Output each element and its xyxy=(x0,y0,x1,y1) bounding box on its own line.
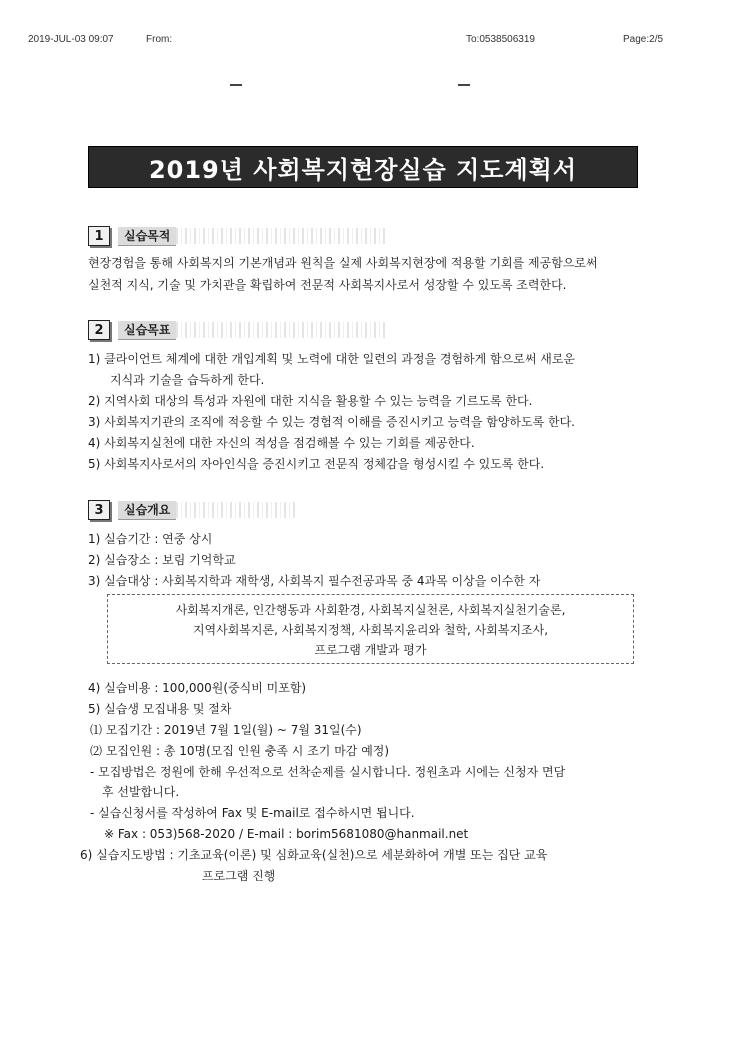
section-label: 실습목표 xyxy=(118,321,176,340)
section-1-line: 현장경험을 통해 사회복지의 기본개념과 원칙을 실제 사회복지현장에 적용할 기회를 제공함으로써 xyxy=(88,256,598,270)
goal-item: 2) 지역사회 대상의 특성과 자원에 대한 지식을 활용할 수 있는 능력을 기르도록 한다. xyxy=(88,394,533,408)
scan-noise xyxy=(176,322,386,338)
fax-to: To:0538506319 xyxy=(466,34,535,45)
overview-item: 6) 실습지도방법 : 기초교육(이론) 및 심화교육(실천)으로 세분화하여 개별 또는 집단 교육 xyxy=(80,848,548,862)
scan-noise xyxy=(176,228,386,244)
course-line: 프로그램 개발과 평가 xyxy=(314,642,427,657)
scan-mark xyxy=(230,84,242,86)
application-note: - 실습신청서를 작성하여 Fax 및 E-mail로 접수하시면 됩니다. xyxy=(90,806,415,820)
overview-item: 5) 실습생 모집내용 및 절차 xyxy=(88,702,232,716)
section-header-2 xyxy=(88,320,386,340)
section-header-3 xyxy=(88,500,296,520)
fax-page: Page:2/5 xyxy=(623,34,664,45)
course-line: 사회복지개론, 인간행동과 사회환경, 사회복지실천론, 사회복지실천기술론, xyxy=(175,602,566,617)
document-title: 2019년 사회복지현장실습 지도계획서 xyxy=(88,146,638,188)
goal-item: 1) 클라이언트 체계에 대한 개입계획 및 노력에 대한 일련의 과정을 경험하게 함으로써 새로운 xyxy=(88,352,575,366)
recruit-count: ⑵ 모집인원 : 총 10명(모집 인원 충족 시 조기 마감 예정) xyxy=(90,744,390,758)
section-header-1 xyxy=(88,226,386,246)
recruit-period: ⑴ 모집기간 : 2019년 7월 1일(월) ~ 7월 31일(수) xyxy=(90,723,362,737)
section-1-line: 실천적 지식, 기술 및 가치관을 확립하여 전문적 사회복지사로서 성장할 수 있도록 조력한다. xyxy=(88,278,567,292)
fax-from: From: xyxy=(146,34,173,45)
section-label: 실습목적 xyxy=(118,227,176,246)
scan-mark xyxy=(458,84,470,86)
fax-datetime: 2019-JUL-03 09:07 xyxy=(28,34,114,45)
recruit-method: - 모집방법은 정원에 한해 우선적으로 선착순제를 실시합니다. 정원초과 시에는 신청자 면담 xyxy=(90,765,566,779)
scan-noise xyxy=(176,502,296,518)
section-label: 실습개요 xyxy=(118,501,176,520)
overview-item: 4) 실습비용 : 100,000원(중식비 미포함) xyxy=(88,681,307,695)
goal-item: 5) 사회복지사로서의 자아인식을 증진시키고 전문직 정체감을 형성시킬 수 있도록 한다. xyxy=(88,457,545,471)
required-courses-box xyxy=(107,594,634,664)
goal-item: 3) 사회복지기관의 조직에 적응할 수 있는 경험적 이해를 증진시키고 능력을 함양하도록 한다. xyxy=(88,415,575,429)
section-number: 3 xyxy=(88,500,110,520)
section-number: 1 xyxy=(88,226,110,246)
overview-item: 2) 실습장소 : 보림 기억학교 xyxy=(88,553,236,567)
overview-item-continued: 프로그램 진행 xyxy=(202,869,276,883)
overview-item: 1) 실습기간 : 연중 상시 xyxy=(88,532,213,546)
goal-item-continued: 지식과 기술을 습득하게 한다. xyxy=(110,373,265,387)
goal-item: 4) 사회복지실천에 대한 자신의 적성을 점검해볼 수 있는 기회를 제공한다. xyxy=(88,436,475,450)
course-line: 지역사회복지론, 사회복지정책, 사회복지윤리와 철학, 사회복지조사, xyxy=(192,622,549,637)
section-number: 2 xyxy=(88,320,110,340)
overview-item: 3) 실습대상 : 사회복지학과 재학생, 사회복지 필수전공과목 중 4과목 이상을 이수한 자 xyxy=(88,574,541,588)
contact-info: ※ Fax : 053)568-2020 / E-mail : borim5681080@hanmail.net xyxy=(104,827,469,841)
recruit-method-continued: 후 선발합니다. xyxy=(102,785,180,799)
